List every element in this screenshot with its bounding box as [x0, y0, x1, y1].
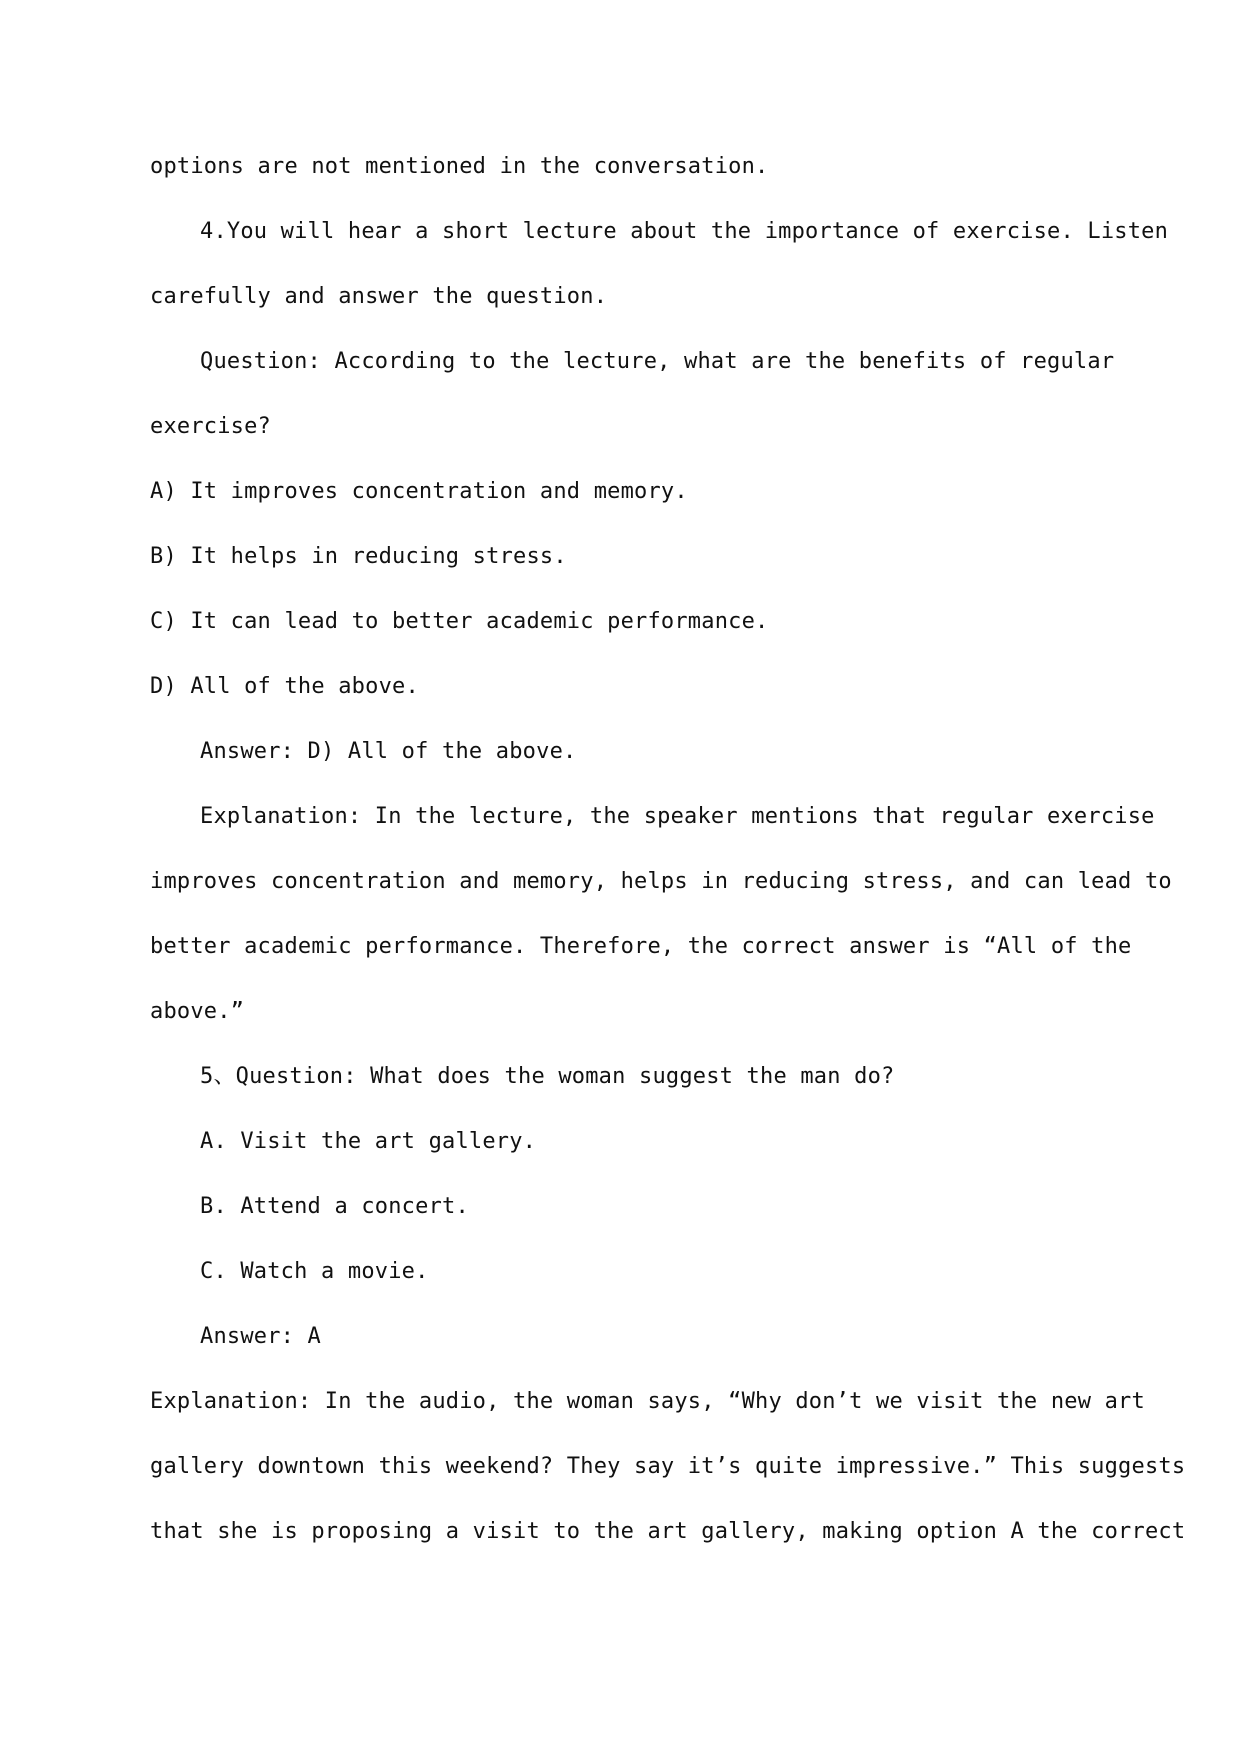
- explanation-5: Explanation: In the audio, the woman says, “Why don’t we visit the new art: [150, 1389, 1145, 1414]
- text-line: carefully and answer the question.: [150, 284, 608, 309]
- text-line: gallery downtown this weekend? They say it’s quite impressive.” This suggests: [150, 1454, 1186, 1479]
- option-b: B) It helps in reducing stress.: [150, 544, 567, 569]
- text-line: better academic performance. Therefore, the correct answer is “All of the: [150, 934, 1132, 959]
- explanation-4: Explanation: In the lecture, the speaker mentions that regular exercise: [200, 804, 1155, 829]
- text-line: exercise?: [150, 414, 272, 439]
- option-d: D) All of the above.: [150, 674, 419, 699]
- text-line: options are not mentioned in the conversation.: [150, 154, 769, 179]
- question-4-prompt: Question: According to the lecture, what are the benefits of regular: [200, 349, 1115, 374]
- answer-4: Answer: D) All of the above.: [200, 739, 577, 764]
- option-b: B. Attend a concert.: [200, 1194, 469, 1219]
- option-c: C) It can lead to better academic performance.: [150, 609, 769, 634]
- question-5: 5、Question: What does the woman suggest the man do?: [200, 1064, 895, 1089]
- text-line: that she is proposing a visit to the art gallery, making option A the correct: [150, 1519, 1186, 1544]
- text-line: improves concentration and memory, helps in reducing stress, and can lead to: [150, 869, 1172, 894]
- question-4-intro: 4.You will hear a short lecture about the importance of exercise. Listen: [200, 219, 1169, 244]
- option-a: A. Visit the art gallery.: [200, 1129, 537, 1154]
- answer-5: Answer: A: [200, 1324, 322, 1349]
- option-a: A) It improves concentration and memory.: [150, 479, 688, 504]
- text-line: above.”: [150, 999, 245, 1024]
- option-c: C. Watch a movie.: [200, 1259, 429, 1284]
